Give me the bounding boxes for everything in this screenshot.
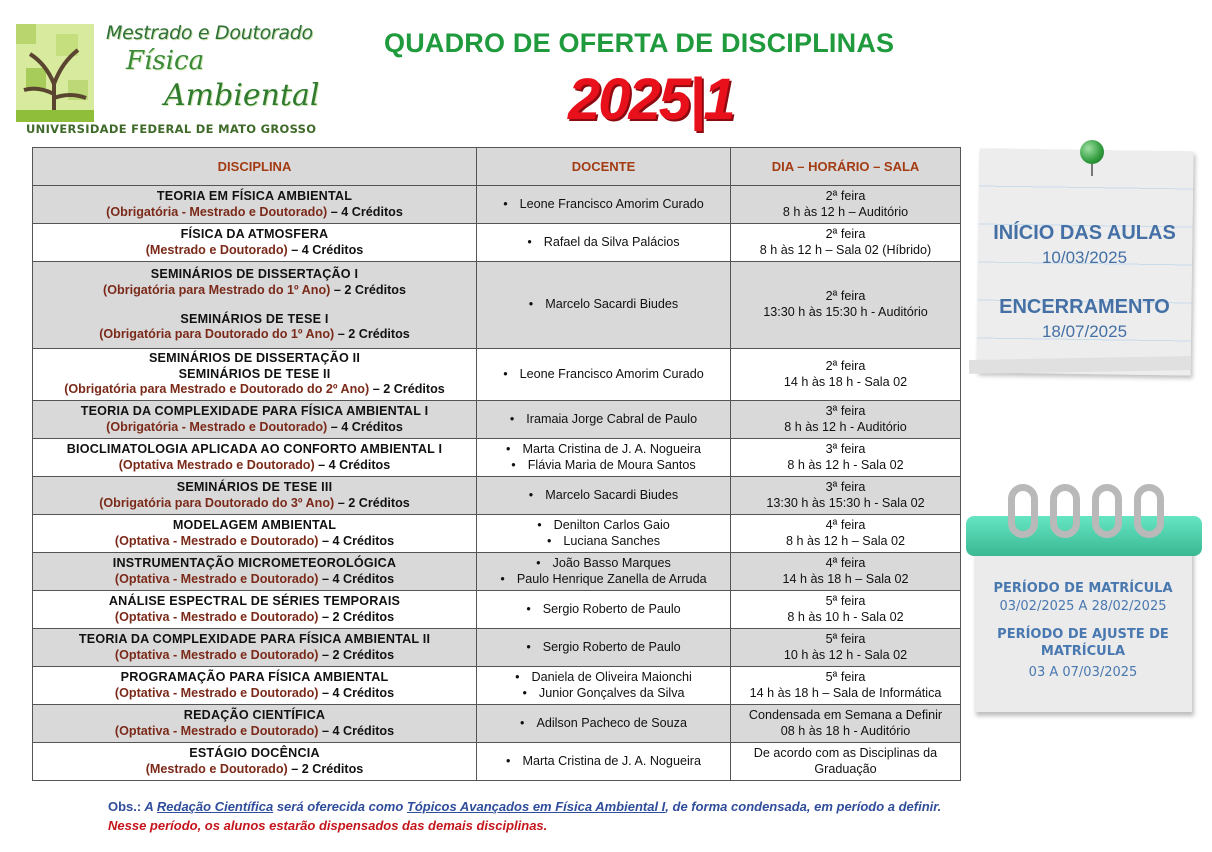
start-label: INÍCIO DAS AULAS: [993, 222, 1176, 244]
discipline-type: (Obrigatória para Doutorado do 3º Ano): [99, 495, 335, 510]
discipline-name: BIOCLIMATOLOGIA APLICADA AO CONFORTO AMBIENTAL I: [66, 441, 443, 456]
teacher-name: • Adilson Pacheco de Souza: [479, 716, 728, 732]
enrollment-calendar: [964, 480, 1204, 720]
discipline-type: (Mestrado e Doutorado): [145, 242, 288, 257]
end-label: ENCERRAMENTO: [999, 296, 1170, 318]
teacher-name: • Flávia Maria de Moura Santos: [479, 458, 728, 474]
table-row: [33, 515, 961, 553]
schedule-time: 14 h às 18 h - Sala 02: [783, 374, 908, 389]
teacher-name: • Luciana Sanches: [479, 534, 728, 550]
schedule-time: 14 h às 18 h – Sala 02: [782, 571, 909, 586]
tree-logo-icon: [16, 24, 94, 122]
logo-program-text: Mestrado e Doutorado: [106, 22, 313, 44]
table-row: [33, 629, 961, 667]
obs-link-redacao[interactable]: Redação Científica: [156, 799, 274, 814]
discipline-name: SEMINÁRIOS DE TESE II: [178, 366, 331, 381]
discipline-credits: – 2 Créditos: [318, 609, 395, 624]
adjustment-label: PERÍODO DE AJUSTE DE: [997, 627, 1169, 642]
discipline-name: FÍSICA DA ATMOSFERA: [180, 226, 329, 241]
discipline-type: (Optativa Mestrado e Doutorado): [118, 457, 315, 472]
discipline-credits: – 4 Créditos: [314, 457, 391, 472]
table-row: [33, 439, 961, 477]
schedule-day: 2ª feira: [825, 188, 866, 203]
discipline-credits: – 2 Créditos: [334, 495, 410, 510]
end-date: 18/07/2025: [1041, 322, 1128, 341]
discipline-credits: – 2 Créditos: [334, 327, 410, 342]
schedule-time: 8 h às 12 h - Sala 02: [787, 457, 904, 472]
teacher-name: • Leone Francisco Amorim Curado: [479, 197, 728, 213]
semester-year: 2025|1: [568, 67, 734, 132]
teacher-name: • Paulo Henrique Zanella de Arruda: [479, 572, 728, 588]
discipline-type: (Obrigatória para Mestrado do 1º Ano): [103, 282, 331, 297]
pushpin-icon: [1080, 140, 1104, 164]
discipline-name: SEMINÁRIOS DE TESE III: [176, 479, 333, 494]
obs-link-topicos[interactable]: Tópicos Avançados em Física Ambiental I: [406, 799, 666, 814]
discipline-credits: – 2 Créditos: [369, 382, 445, 397]
table-row: [33, 743, 961, 781]
table-row: [33, 224, 961, 262]
logo-fisica-text: Física: [126, 46, 205, 76]
calendar-ring-icon: [1008, 484, 1038, 538]
adjustment-dates: 03 A 07/03/2025: [1028, 665, 1138, 680]
calendar-ring-icon: [1134, 484, 1164, 538]
schedule-time: 8 h às 12 h - Auditório: [784, 419, 907, 434]
discipline-type: (Mestrado e Doutorado): [145, 761, 288, 776]
discipline-type: (Optativa - Mestrado e Doutorado): [114, 685, 319, 700]
teacher-name: • Sergio Roberto de Paulo: [479, 602, 728, 618]
discipline-type: (Obrigatória para Mestrado e Doutorado do 2º Ano): [64, 382, 370, 397]
enrollment-label: PERÍODO DE MATRÍCULA: [993, 581, 1173, 596]
discipline-name: TEORIA DA COMPLEXIDADE PARA FÍSICA AMBIENTAL I: [80, 403, 429, 418]
schedule-day: De acordo com as Disciplinas da: [753, 745, 938, 760]
table-row: [33, 186, 961, 224]
page-title: QUADRO DE OFERTA DE DISCIPLINAS: [384, 28, 895, 58]
schedule-time: 13:30 h às 15:30 h - Sala 02: [766, 495, 925, 510]
logo-ambiental-text: Ambiental: [164, 78, 320, 113]
schedule-time: 8 h às 10 h - Sala 02: [787, 609, 904, 624]
discipline-type: (Optativa - Mestrado e Doutorado): [114, 647, 319, 662]
schedule-day: 3ª feira: [825, 479, 866, 494]
schedule-day: 3ª feira: [825, 403, 866, 418]
discipline-credits: – 2 Créditos: [318, 647, 395, 662]
class-dates-note: [972, 142, 1197, 380]
discipline-name: ESTÁGIO DOCÊNCIA: [189, 745, 320, 760]
col-header-teacher: DOCENTE: [477, 148, 731, 186]
discipline-type: (Obrigatória - Mestrado e Doutorado): [106, 204, 328, 219]
table-row: [33, 667, 961, 705]
discipline-name: INSTRUMENTAÇÃO MICROMETEOROLÓGICA: [112, 555, 397, 570]
schedule-day: 5ª feira: [825, 593, 866, 608]
pin-needle: [1091, 162, 1093, 176]
discipline-name: TEORIA DA COMPLEXIDADE PARA FÍSICA AMBIENTAL II: [78, 631, 431, 646]
obs-text-end: , de forma condensada, em período a definir.: [665, 799, 942, 814]
teacher-name: • Iramaia Jorge Cabral de Paulo: [479, 412, 728, 428]
obs-text-a: A: [141, 799, 157, 814]
calendar-ring-icon: [1092, 484, 1122, 538]
schedule-time: 10 h às 12 h - Sala 02: [783, 647, 908, 662]
program-logo: [14, 20, 344, 138]
table-row: [33, 553, 961, 591]
discipline-name: SEMINÁRIOS DE TESE I: [180, 311, 329, 326]
schedule-time: 8 h às 12 h – Sala 02 (Híbrido): [759, 242, 932, 257]
discipline-type: (Obrigatória - Mestrado e Doutorado): [106, 419, 328, 434]
table-row: [33, 591, 961, 629]
discipline-name: MODELAGEM AMBIENTAL: [172, 517, 337, 532]
discipline-credits: – 2 Créditos: [330, 282, 406, 297]
schedule-time: 14 h às 18 h – Sala de Informática: [749, 685, 942, 700]
observation-line: [108, 799, 941, 814]
adjustment-label-2: MATRÍCULA: [1040, 644, 1126, 659]
schedule-day: 5ª feira: [825, 631, 866, 646]
teacher-name: • Marta Cristina de J. A. Nogueira: [479, 442, 728, 458]
table-row: [33, 262, 961, 349]
obs-text-mid: será oferecida como: [273, 799, 407, 814]
observation-line-2: Nesse período, os alunos estarão dispensados das demais disciplinas.: [108, 818, 548, 833]
enrollment-dates: 03/02/2025 A 28/02/2025: [999, 599, 1167, 614]
schedule-day: 2ª feira: [825, 226, 866, 241]
table-header-row: [33, 148, 961, 186]
calendar-ring-icon: [1050, 484, 1080, 538]
discipline-type: (Optativa - Mestrado e Doutorado): [114, 571, 319, 586]
teacher-name: • Sergio Roberto de Paulo: [479, 640, 728, 656]
discipline-name: SEMINÁRIOS DE DISSERTAÇÃO II: [148, 351, 361, 366]
schedule-time: 8 h às 12 h – Auditório: [782, 204, 909, 219]
calendar-header: [966, 516, 1202, 556]
discipline-type: (Obrigatória para Doutorado do 1º Ano): [99, 327, 335, 342]
discipline-credits: – 2 Créditos: [287, 761, 364, 776]
discipline-type: (Optativa - Mestrado e Doutorado): [114, 723, 319, 738]
discipline-credits: – 4 Créditos: [318, 685, 395, 700]
teacher-name: • Marcelo Sacardi Biudes: [479, 297, 728, 313]
col-header-schedule: DIA – HORÁRIO – SALA: [731, 148, 961, 186]
schedule-day: 5ª feira: [825, 669, 866, 684]
discipline-credits: – 4 Créditos: [318, 723, 395, 738]
table-row: [33, 705, 961, 743]
schedule-day: 4ª feira: [825, 517, 866, 532]
table-row: [33, 349, 961, 401]
schedule-time: 13:30 h às 15:30 h - Auditório: [763, 305, 928, 319]
schedule-time: Graduação: [814, 761, 877, 776]
teacher-name: • Marta Cristina de J. A. Nogueira: [479, 754, 728, 770]
col-header-discipline: DISCIPLINA: [33, 148, 477, 186]
schedule-day: Condensada em Semana a Definir: [748, 707, 943, 722]
teacher-name: • Leone Francisco Amorim Curado: [479, 367, 728, 383]
schedule-time: 8 h às 12 h – Sala 02: [785, 533, 906, 548]
schedule-day: 3ª feira: [825, 441, 866, 456]
discipline-credits: – 4 Créditos: [327, 204, 403, 219]
obs-label: Obs.:: [108, 799, 142, 814]
schedule-day: 2ª feira: [825, 289, 866, 304]
discipline-name: PROGRAMAÇÃO PARA FÍSICA AMBIENTAL: [120, 669, 389, 684]
discipline-type: (Optativa - Mestrado e Doutorado): [114, 609, 319, 624]
discipline-type: (Optativa - Mestrado e Doutorado): [114, 533, 319, 548]
teacher-name: • Daniela de Oliveira Maionchi: [479, 670, 728, 686]
table-row: [33, 401, 961, 439]
discipline-credits: – 4 Créditos: [318, 571, 395, 586]
teacher-name: • Rafael da Silva Palácios: [479, 235, 728, 251]
discipline-name: SEMINÁRIOS DE DISSERTAÇÃO I: [150, 267, 359, 282]
schedule-day: 4ª feira: [825, 555, 866, 570]
teacher-name: • João Basso Marques: [479, 556, 728, 572]
teacher-name: • Denilton Carlos Gaio: [479, 518, 728, 534]
disciplines-table: [32, 147, 961, 781]
schedule-time: 08 h às 18 h - Auditório: [780, 723, 911, 738]
discipline-name: TEORIA EM FÍSICA AMBIENTAL: [156, 188, 353, 203]
schedule-day: 2ª feira: [825, 358, 866, 373]
table-row: [33, 477, 961, 515]
university-name: UNIVERSIDADE FEDERAL DE MATO GROSSO: [26, 122, 317, 136]
discipline-credits: – 4 Créditos: [287, 242, 364, 257]
discipline-credits: – 4 Créditos: [327, 419, 403, 434]
teacher-name: • Junior Gonçalves da Silva: [479, 686, 728, 702]
start-date: 10/03/2025: [1041, 248, 1128, 267]
discipline-name: REDAÇÃO CIENTÍFICA: [183, 707, 326, 722]
discipline-name: ANÁLISE ESPECTRAL DE SÉRIES TEMPORAIS: [108, 593, 401, 608]
teacher-name: • Marcelo Sacardi Biudes: [479, 488, 728, 504]
discipline-credits: – 4 Créditos: [318, 533, 395, 548]
